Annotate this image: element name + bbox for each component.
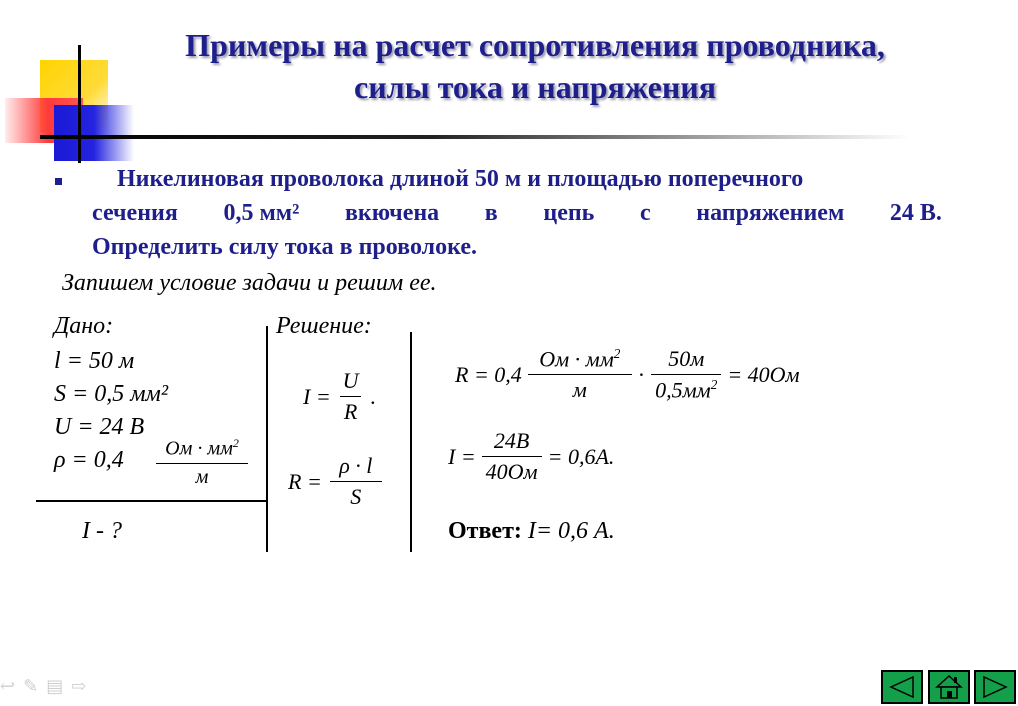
next-slide-button[interactable] <box>974 670 1016 704</box>
triangle-left-icon <box>889 676 915 698</box>
calc-i-num: 24В <box>493 428 530 453</box>
back-arrow-icon[interactable]: ↩ <box>0 676 16 696</box>
decor-blue-square <box>54 105 134 161</box>
given-separator <box>36 500 266 502</box>
ohm-law-formula <box>303 368 376 425</box>
home-icon <box>935 674 963 700</box>
slide-title <box>110 24 960 108</box>
decor-vertical-line <box>78 45 81 163</box>
res-lhs: R = <box>288 468 322 494</box>
calc-r-result: = 40Ом <box>727 361 800 387</box>
previous-slide-button[interactable] <box>881 670 923 704</box>
problem-word: напряжением <box>696 200 845 226</box>
slideshow-mini-toolbar <box>0 676 86 697</box>
problem-word: цепь <box>543 200 595 226</box>
problem-statement <box>92 162 942 264</box>
column-divider-2 <box>410 332 412 552</box>
find-quantity: I - ? <box>82 518 122 544</box>
calc-r-num1: Ом · мм <box>539 346 614 372</box>
res-denominator: S <box>330 481 382 510</box>
answer-label: Ответ: <box>448 518 522 544</box>
given-length: l = 50 м <box>54 348 135 374</box>
resistance-formula <box>288 453 382 510</box>
calc-r-den2: 0,5мм <box>655 377 711 403</box>
calc-i-result: = 0,6А. <box>547 443 615 469</box>
title-underline <box>40 135 910 139</box>
given-area: S = 0,5 мм² <box>54 381 169 407</box>
problem-line-1: Никелиновая проволока длиной 50 м и площадью поперечного <box>117 166 804 192</box>
resistance-calculation <box>455 346 800 403</box>
home-button[interactable] <box>928 670 970 704</box>
given-label: Дано: <box>54 313 114 339</box>
calc-r-exp1: 2 <box>613 346 621 361</box>
unit-numerator: Ом · мм <box>165 437 233 460</box>
problem-line-3: Определить силу тока в проволоке. <box>92 234 477 260</box>
calc-i-den: 40Ом <box>482 456 542 485</box>
triangle-right-icon <box>982 676 1008 698</box>
solution-label: Решение: <box>276 313 372 339</box>
problem-word: 0,5 мм² <box>223 200 300 226</box>
problem-word: сечения <box>92 200 178 226</box>
problem-word: с <box>639 200 651 226</box>
unit-exponent: 2 <box>232 436 239 450</box>
forward-arrow-icon[interactable]: ⇨ <box>71 676 87 696</box>
calc-r-den1: м <box>528 374 632 403</box>
intro-text: Запишем условие задачи и решим ее. <box>62 270 437 296</box>
calc-r-exp2: 2 <box>710 377 718 392</box>
given-resistivity: ρ = 0,4 <box>54 447 124 473</box>
answer <box>448 518 615 545</box>
problem-word: вкючена <box>344 200 440 226</box>
problem-word: 24 В. <box>889 200 942 226</box>
problem-line-2 <box>92 196 942 230</box>
calc-r-dot: · <box>637 361 646 387</box>
res-numerator: ρ · l <box>339 453 373 478</box>
resistivity-unit <box>156 436 248 489</box>
ohm-numerator: U <box>342 368 359 393</box>
calc-i-lhs: I = <box>448 443 476 469</box>
unit-denominator: м <box>156 463 248 489</box>
ohm-end: . <box>370 383 377 409</box>
column-divider-1 <box>266 326 268 552</box>
problem-word: в <box>484 200 498 226</box>
title-line-2: силы тока и напряжения <box>354 69 716 105</box>
given-voltage: U = 24 В <box>54 414 145 440</box>
menu-icon[interactable]: ▤ <box>46 676 64 696</box>
pen-icon[interactable]: ✎ <box>23 676 39 696</box>
ohm-lhs: I = <box>303 383 331 409</box>
ohm-denominator: R <box>340 396 361 425</box>
calc-r-lhs: R = 0,4 <box>455 361 522 387</box>
title-line-1: Примеры на расчет сопротивления проводника, <box>185 27 885 63</box>
given-list <box>54 345 168 477</box>
current-calculation <box>448 428 614 485</box>
bullet-icon <box>55 178 62 185</box>
calc-r-num2: 50м <box>668 346 705 371</box>
answer-value: I= 0,6 А. <box>527 518 615 544</box>
